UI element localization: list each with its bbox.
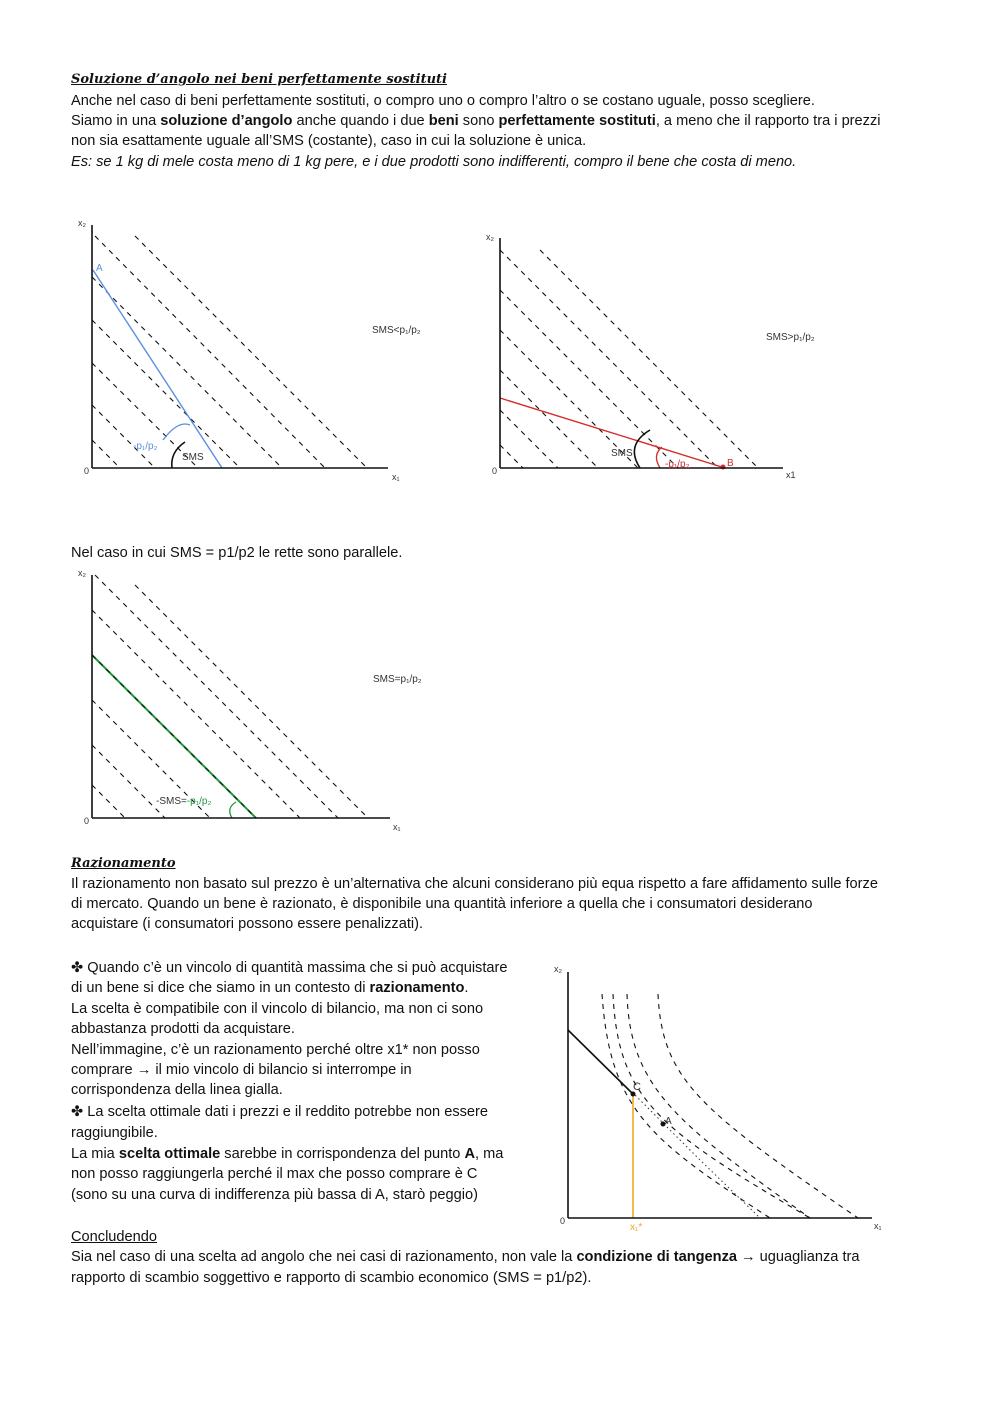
sms-label: -SMS=-p₁/p₂: [156, 796, 212, 807]
bullet-line: ✤ La scelta ottimale dati i prezzi e il reddito potrebbe non essere: [71, 1104, 489, 1120]
paragraph-line: Siamo in una soluzione d’angolo anche quando i due beni sono perfettamente sostituti, a meno che il rapporto tra i prezzi: [71, 113, 881, 129]
slope-label: -p₁/p₂: [133, 441, 158, 452]
example-line: Es: se 1 kg di mele costa meno di 1 kg pere, e i due prodotti sono indifferenti, compro il bene che costa di meno.: [71, 154, 797, 170]
section-title-rationing: Razionamento: [71, 856, 176, 871]
axis-label-x2: x₂: [78, 568, 86, 578]
bullet-line: non posso raggiungerla perché il max che posso comprare è C: [71, 1166, 478, 1182]
bullet-line: (sono su una curva di indifferenza più bassa di A, starò peggio): [71, 1187, 478, 1203]
origin-label: 0: [84, 466, 90, 476]
origin-label: 0: [560, 1216, 566, 1226]
axis-label-x1: x₁: [393, 822, 401, 832]
conclusion-title: Concludendo: [71, 1229, 158, 1245]
condition-label: SMS<p₁/p₂: [372, 325, 421, 336]
indifference-curves: [602, 994, 858, 1218]
paragraph-line: non sia esattamente uguale all’SMS (costante), caso in cui la soluzione è unica.: [71, 133, 587, 149]
parallel-note: Nel caso in cui SMS = p1/p2 le rette sono parallele.: [71, 545, 403, 561]
bullet-line: corrispondenza della linea gialla.: [71, 1082, 283, 1098]
bullet-line: La scelta è compatibile con il vincolo di bilancio, ma non ci sono: [71, 1001, 484, 1017]
axis-label-x1: x1: [786, 470, 796, 480]
axis-label-x1: x₁: [874, 1221, 882, 1231]
point-b-label: B: [727, 458, 734, 469]
origin-label: 0: [492, 466, 498, 476]
bullet-line: di un bene si dice che siamo in un contesto di razionamento.: [71, 980, 469, 996]
axis-label-x2: x₂: [78, 218, 86, 228]
paragraph-line: acquistare (i consumatori possono essere penalizzati).: [71, 916, 424, 932]
point-a-label: A: [96, 263, 103, 274]
bullet-line: raggiungibile.: [71, 1125, 158, 1141]
paragraph-line: rapporto di scambio soggettivo e rapporto di scambio economico (SMS = p1/p2).: [71, 1270, 592, 1286]
paragraph-line: Anche nel caso di beni perfettamente sostituti, o compro uno o compro l’altro o se costano uguale, posso scegliere.: [71, 93, 815, 109]
axis-label-x2: x₂: [486, 232, 494, 242]
x1-star-label: x₁*: [630, 1222, 643, 1233]
paragraph-line: Sia nel caso di una scelta ad angolo che nei casi di razionamento, non vale la condizione di tangenza → uguaglianza tra: [71, 1249, 860, 1265]
condition-label: SMS>p₁/p₂: [766, 332, 815, 343]
bullet-line: Nell’immagine, c’è un razionamento perché oltre x1* non posso: [71, 1042, 480, 1058]
sms-label: SMS: [182, 452, 204, 463]
bullet-line: ✤ Quando c’è un vincolo di quantità massima che si può acquistare: [71, 960, 508, 976]
bullet-line: abbastanza prodotti da acquistare.: [71, 1021, 295, 1037]
point-a-label: A: [665, 1116, 672, 1127]
slope-label: -p₁/p₂: [665, 459, 690, 470]
budget-line: [568, 1030, 633, 1094]
paragraph-line: Il razionamento non basato sul prezzo è un’alternativa che alcuni considerano più equa rispetto a fare affidamento sulle forze: [71, 876, 878, 892]
bullet-line: comprare → il mio vincolo di bilancio si interrompe in: [71, 1062, 412, 1078]
paragraph-line: di mercato. Quando un bene è razionato, è disponibile una quantità inferiore a quella che i consumatori desiderano: [71, 896, 813, 912]
axis-label-x2: x₂: [554, 964, 562, 974]
condition-label: SMS=p₁/p₂: [373, 674, 422, 685]
bullet-line: La mia scelta ottimale sarebbe in corrispondenza del punto A, ma: [71, 1146, 504, 1162]
point-c-label: C: [633, 1081, 641, 1093]
sms-label: SMS: [611, 448, 633, 459]
section-title-corner-solution: Soluzione d’angolo nei beni perfettamente sostituti: [71, 72, 447, 87]
axis-label-x1: x₁: [392, 472, 400, 482]
origin-label: 0: [84, 816, 90, 826]
